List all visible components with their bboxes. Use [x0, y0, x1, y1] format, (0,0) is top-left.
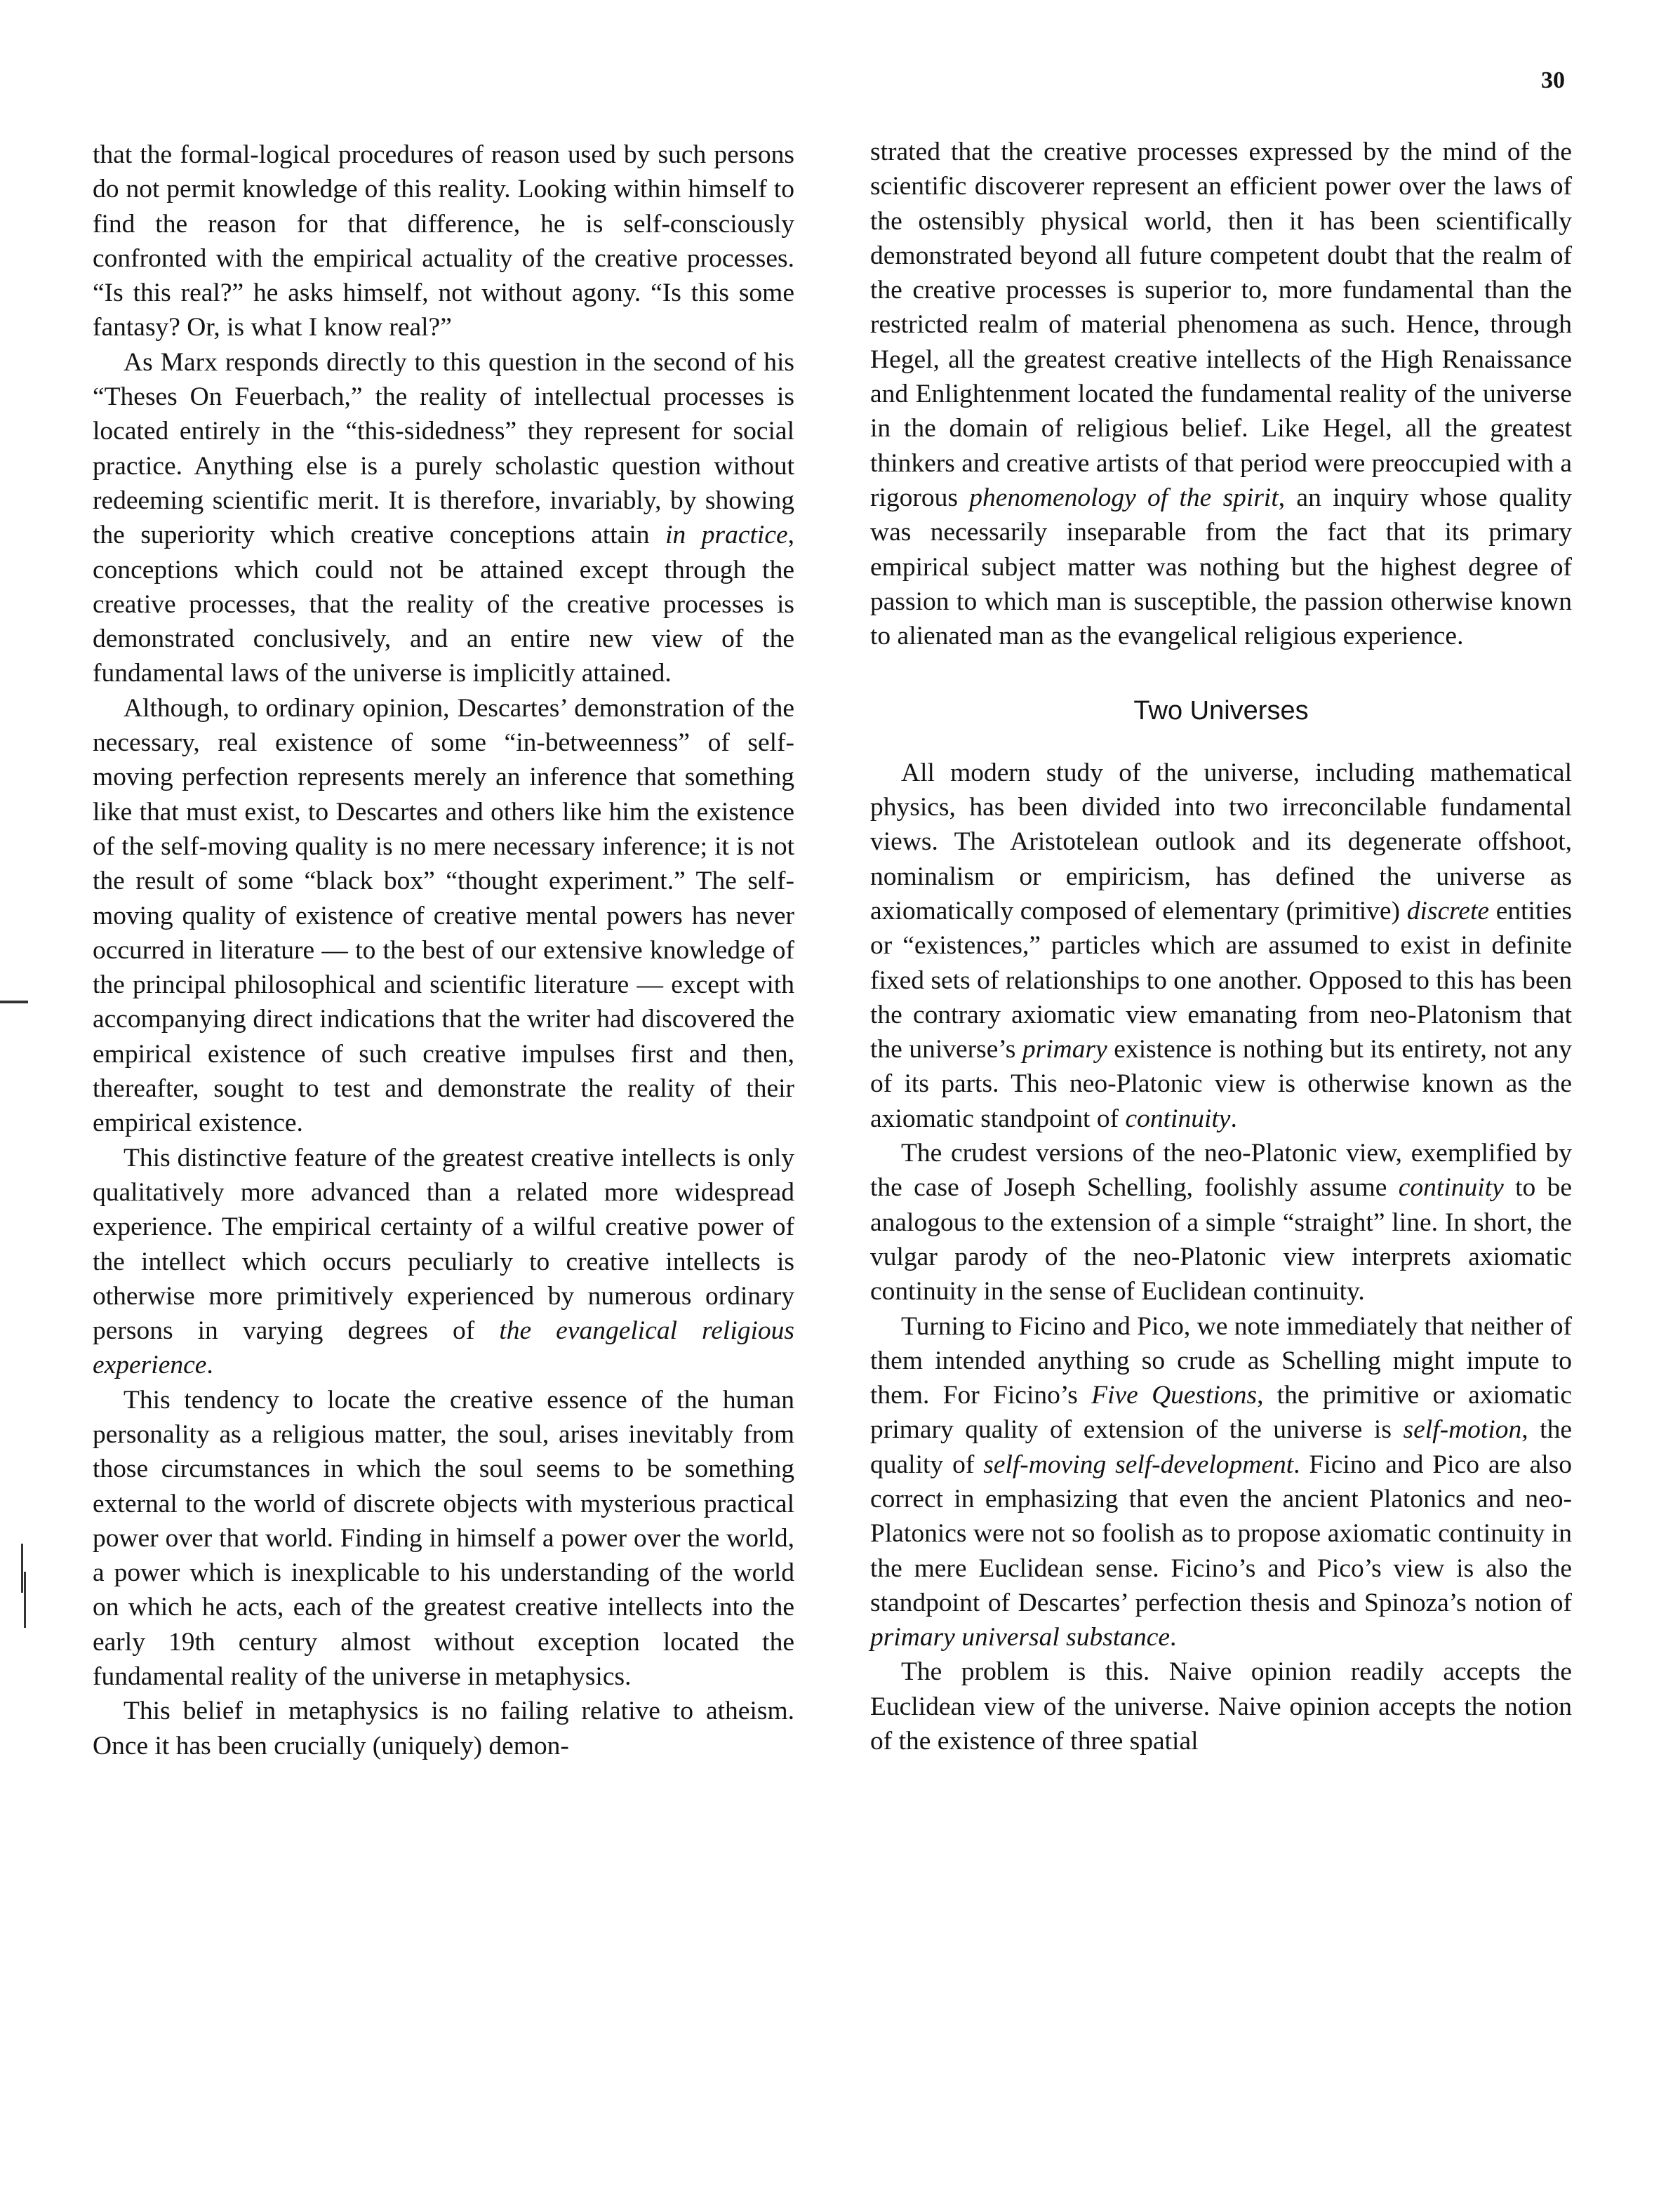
left-column	[93, 138, 794, 1763]
italic-text: primary universal substance	[870, 1623, 1171, 1652]
italic-text: in practice	[665, 521, 788, 550]
margin-scan-mark	[0, 1001, 28, 1003]
text-run: strated that the creative processes expressed by the mind of the scientific discoverer represent an efficient power over the laws of the ostensibly physical world, then it has been scientifically demonstrated beyond all future competent doubt that the realm of the creative processes is superior to, more fundamental than the restricted realm of material phenomena as such. Hence, through Hegel, all the greatest creative intellects of the High Renaissance and Enlightenment located the fundamental reality of the universe in the domain of religious belief. Like Hegel, all the greatest thinkers and creative artists of that period were preoccupied with a rigorous	[870, 138, 1572, 512]
right-column	[870, 135, 1572, 1758]
text-run: .	[1170, 1623, 1177, 1652]
paragraph	[870, 1136, 1572, 1309]
text-run: .	[1230, 1104, 1237, 1133]
text-run: existence is nothing but its entirety, not any of its parts. This neo-Platonic view is otherwise known as the axiomatic standpoint of	[870, 1035, 1572, 1133]
text-run: , an inquiry whose quality was necessarily inseparable from the fact that its primary empirical subject matter was nothing but the highest degree of passion to which man is susceptible, the passion otherwise known to alienated man as the evangelical religious experience.	[870, 483, 1572, 651]
text-run: Although, to ordinary opinion, Descartes’ demonstration of the necessary, real existence of some “in-betweenness” of self-moving perfection represents merely an inference that something like that must exist, to Descartes and others like him the existence of the self-moving quality is no mere necessary inference; it is not the result of some “black box” “thought experiment.” The self-moving quality of existence of creative mental powers has never occurred in literature — to the best of our extensive knowledge of the principal philosophical and scientific literature — except with accompanying direct indications that the writer had discovered the empirical existence of such creative impulses first and then, thereafter, sought to test and demonstrate the reality of their empirical existence.	[93, 693, 794, 1138]
section-heading: Two Universes	[1133, 696, 1309, 726]
paragraph	[93, 691, 794, 1141]
text-run: This belief in metaphysics is no failing relative to atheism. Once it has been crucially (uniquely) demon-	[93, 1697, 794, 1760]
italic-text: continuity	[1398, 1173, 1504, 1203]
italic-text: the evangelical religious experience	[93, 1316, 795, 1380]
text-run: As Marx responds directly to this question in the second of his “Theses On Feuerbach,” the reality of intellectual processes is located entirely in the “this-sidedness” they represent for social practice. Anything else is a purely scholastic question without redeeming scientific merit. It is therefore, invariably, by showing the superiority which creative conceptions attain	[93, 347, 794, 550]
text-run: entities or “existences,” particles which are assumed to exist in definite fixed sets of relationships to one another. Opposed to this has been the contrary axiomatic view emanating from neo-Platonism that the universe’s	[870, 896, 1572, 1064]
italic-text: self-moving self-development	[983, 1450, 1294, 1479]
right-column-bottom	[870, 756, 1572, 1759]
paragraph	[93, 1383, 794, 1694]
paragraph	[93, 1694, 794, 1763]
text-run: All modern study of the universe, including mathematical physics, has been divided into two irreconcilable fundamental views. The Aristotelean outlook and its degenerate offshoot, nominalism or empiricism, has defined the universe as axiomatically composed of elementary (primitive)	[870, 758, 1572, 925]
right-column-top	[870, 135, 1572, 653]
paragraph	[93, 345, 794, 691]
text-run: .	[206, 1351, 213, 1380]
paragraph	[870, 135, 1572, 653]
italic-text: discrete	[1406, 896, 1490, 925]
margin-scan-mark	[24, 1572, 26, 1628]
paragraph	[93, 1141, 794, 1383]
text-run: . Ficino and Pico are also correct in emphasizing that even the ancient Platonics and neo-Platonics were not so foolish as to propose axiomatic continuity in the mere Euclidean sense. Ficino’s and Pico’s view is also the standpoint of Descartes’ perfection thesis and Spinoza’s notion of	[870, 1450, 1572, 1617]
text-run: The crudest versions of the neo-Platonic view, exemplified by the case of Joseph Schelling, foolishly assume	[870, 1139, 1572, 1203]
text-run: , the primitive or axiomatic primary quality of extension of the universe is	[870, 1381, 1572, 1445]
text-run: The problem is this. Naive opinion readily accepts the Euclidean view of the universe. Naive opinion accepts the notion of the existence of three spatial	[870, 1657, 1572, 1756]
italic-text: phenomenology of the spirit	[969, 483, 1279, 512]
italic-text: Five Questions	[1091, 1381, 1258, 1410]
text-run: to be analogous to the extension of a simple “straight” line. In short, the vulgar parody of the neo-Platonic view interprets axiomatic continuity in the sense of Euclidean continuity.	[870, 1173, 1572, 1306]
text-run: that the formal-logical procedures of reason used by such persons do not permit knowledge of this reality. Looking within himself to find the reason for that difference, he is self-consciously confronted with the empirical actuality of the creative processes. “Is this real?” he asks himself, not without agony. “Is this some fantasy? Or, is what I know real?”	[93, 140, 794, 342]
text-run: This distinctive feature of the greatest creative intellects is only qualitatively more advanced than a related more widespread experience. The empirical certainty of a wilful creative power of the intellect which occurs peculiarly to creative intellects is otherwise more primitively experienced by numerous ordinary persons in varying degrees of	[93, 1143, 794, 1346]
margin-scan-mark	[21, 1544, 23, 1593]
paragraph	[870, 1654, 1572, 1758]
italic-text: primary	[1022, 1035, 1107, 1064]
text-run: This tendency to locate the creative essence of the human personality as a religious matter, the soul, arises inevitably from those circumstances in which the soul seems to be something external to the world of discrete objects with mysterious practical power over that world. Finding in himself a power over the world, a power which is inexplicable to his understanding of the world on which he acts, each of the greatest creative intellects into the early 19th century almost without exception located the fundamental reality of the universe in metaphysics.	[93, 1385, 794, 1692]
text-run: Turning to Ficino and Pico, we note immediately that neither of them intended anything so crude as Schelling might impute to them. For Ficino’s	[870, 1311, 1572, 1410]
page-number: 30	[1541, 67, 1565, 93]
text-run: , conceptions which could not be attained except through the creative processes, that the reality of the creative processes is demonstrated conclusively, and an entire new view of the fundamental laws of the universe is implicitly attained.	[93, 521, 794, 688]
italic-text: continuity	[1125, 1104, 1231, 1133]
paragraph	[870, 1309, 1572, 1655]
text-run: , the quality of	[870, 1415, 1572, 1479]
paragraph	[870, 756, 1572, 1136]
italic-text: self-motion	[1403, 1415, 1522, 1445]
paragraph	[93, 138, 794, 345]
